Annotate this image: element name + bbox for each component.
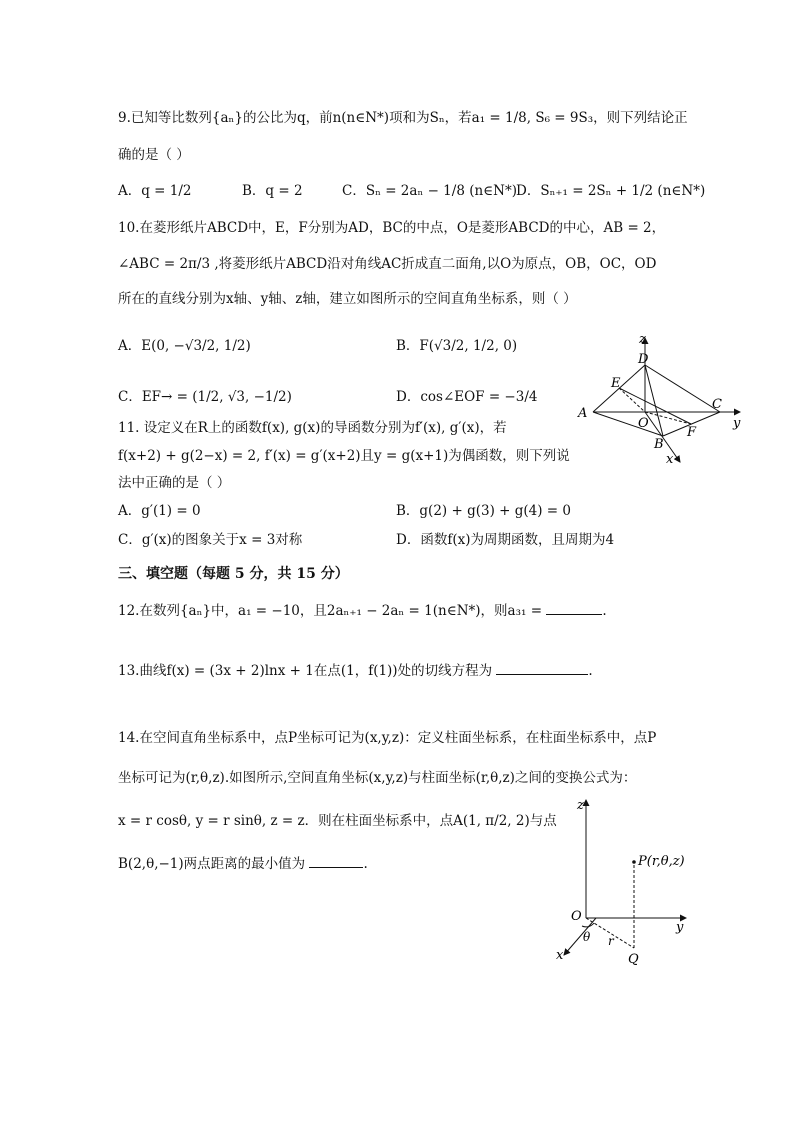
- q10-option-c: C．EF→ = (1/2, √3, −1/2): [118, 389, 292, 405]
- q11-option-c: C．g′(x)的图象关于x = 3对称: [118, 532, 303, 548]
- q14-stem-line3: x = r cosθ, y = r sinθ, z = z．则在柱面坐标系中，点A(1, π/2, 2)与点: [118, 813, 557, 829]
- fig2-label-o: O: [571, 909, 582, 924]
- q11-option-d: D．函数f(x)为周期函数，且周期为4: [396, 532, 615, 548]
- fig1-label-f: F: [687, 425, 697, 440]
- q14-end: .: [363, 856, 368, 872]
- point-p: [632, 860, 636, 864]
- fig2-label-q: Q: [628, 952, 639, 967]
- q9-option-a: A．q = 1/2: [118, 183, 192, 199]
- q13-answer-blank[interactable]: [496, 660, 588, 675]
- q10-option-d: D．cos∠EOF = −3/4: [396, 389, 538, 405]
- fig1-label-a: A: [578, 406, 588, 421]
- fig1-label-e: E: [611, 376, 621, 391]
- q11-stem-line1: 11. 设定义在R上的函数f(x), g(x)的导函数分别为f′(x), g′(x)，若: [118, 420, 507, 436]
- q13-stem: [118, 660, 593, 681]
- fig2-label-z: z: [577, 798, 584, 813]
- rhombus-fold-figure: [575, 330, 745, 465]
- cylindrical-coordinate-figure: [556, 790, 692, 967]
- q12-stem: [118, 600, 607, 621]
- fig1-label-c: C: [712, 397, 722, 412]
- q10-stem-line1: 10.在菱形纸片ABCD中，E，F分别为AD，BC的中点，O是菱形ABCD的中心，AB = 2，: [118, 220, 666, 236]
- fig2-label-r: r: [608, 934, 614, 948]
- q11-stem-line2: f(x+2) + g(2−x) = 2, f′(x) = g′(x+2)且y = g(x+1)为偶函数，则下列说: [118, 448, 570, 464]
- q14-text: B(2,θ,−1)两点距离的最小值为: [118, 856, 306, 872]
- fig1-label-d: D: [638, 352, 649, 367]
- q14-stem-line1: 14.在空间直角坐标系中，点P坐标可记为(x,y,z)：定义柱面坐标系，在柱面坐标系中，点P: [118, 730, 657, 746]
- fig2-label-theta: θ: [583, 930, 591, 944]
- fig2-label-x: x: [556, 948, 564, 963]
- q10-stem-line2: ∠ABC = 2π/3 ,将菱形纸片ABCD沿对角线AC折成直二面角,以O为原点，OB，OC，OD: [118, 256, 657, 272]
- q12-text: 12.在数列{aₙ}中，a₁ = −10，且2aₙ₊₁ − 2aₙ = 1(n∈N*)，则a₃₁ =: [118, 603, 543, 619]
- q12-answer-blank[interactable]: [546, 600, 602, 615]
- fig1-label-y: y: [733, 416, 741, 431]
- q13-text: 13.曲线f(x) = (3x + 2)lnx + 1在点(1，f(1))处的切线方程为: [118, 663, 493, 679]
- q9-option-c: C．Sₙ = 2aₙ − 1/8 (n∈N*): [342, 183, 517, 199]
- q11-stem-line3: 法中正确的是（ ）: [118, 475, 231, 491]
- fig1-label-b: B: [654, 437, 664, 452]
- q9-option-d: D．Sₙ₊₁ = 2Sₙ + 1/2 (n∈N*): [516, 183, 706, 199]
- q11-option-b: B．g(2) + g(3) + g(4) = 0: [396, 503, 571, 519]
- fig2-label-p: P(r,θ,z): [638, 854, 685, 869]
- q13-end: .: [588, 663, 593, 679]
- q10-option-b: B．F(√3/2, 1/2, 0): [396, 338, 518, 354]
- q14-stem-line2: 坐标可记为(r,θ,z).如图所示,空间直角坐标(x,y,z)与柱面坐标(r,θ,z)之间的变换公式为：: [118, 770, 637, 786]
- q11-option-a: A．g′(1) = 0: [118, 503, 201, 519]
- fig1-label-x: x: [666, 452, 674, 467]
- q12-end: .: [602, 603, 607, 619]
- fig1-label-o: O: [638, 416, 649, 431]
- q14-answer-blank[interactable]: [309, 853, 363, 868]
- q10-option-a: A．E(0, −√3/2, 1/2): [118, 338, 251, 354]
- q9-stem-line2: 确的是（ ）: [118, 147, 190, 163]
- section-heading: 三、填空题（每题 5 分，共 15 分）: [118, 566, 349, 582]
- q9-stem-line1: 9.已知等比数列{aₙ}的公比为q，前n(n∈N*)项和为Sₙ，若a₁ = 1/8, S₆ = 9S₃，则下列结论正: [118, 110, 688, 126]
- q14-stem-line4: [118, 853, 368, 874]
- fig1-label-z: z: [639, 332, 646, 347]
- q10-stem-line3: 所在的直线分别为x轴、y轴、z轴，建立如图所示的空间直角坐标系，则（ ）: [118, 291, 577, 307]
- fig2-label-y: y: [676, 920, 684, 935]
- q9-option-b: B．q = 2: [242, 183, 303, 199]
